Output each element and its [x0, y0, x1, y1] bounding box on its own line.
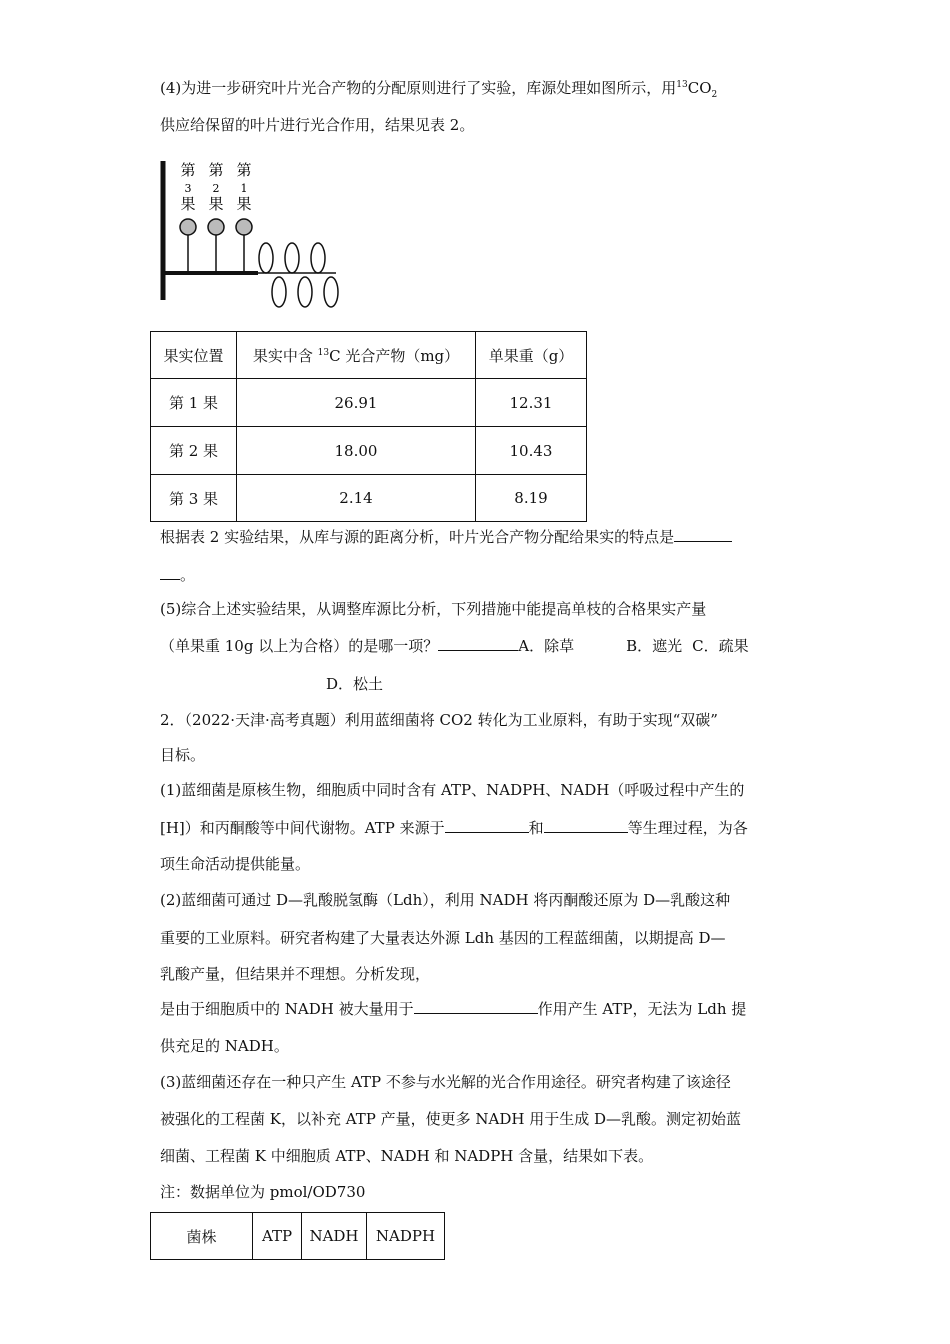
- fruit3-label-2: 3: [184, 182, 192, 195]
- fruit3-shape: [180, 219, 196, 235]
- q4-answer-line-2: 。: [160, 565, 195, 585]
- fruit2-shape: [208, 219, 224, 235]
- p2-s3-line-3: 细菌、工程菌 K 中细胞质 ATP、NADH 和 NADPH 含量，结果如下表。: [160, 1147, 654, 1165]
- fruit2-label-1: 第: [208, 161, 224, 179]
- leaf-lower-1: [272, 277, 286, 307]
- header-fruit-weight: 单果重（g）: [476, 332, 587, 379]
- p2-s1-line-3: 项生命活动提供能量。: [160, 855, 311, 873]
- fruit2-label-2: 2: [212, 182, 220, 195]
- fruit3-label-3: 果: [180, 195, 196, 213]
- cell-position: 第 1 果: [151, 379, 237, 427]
- answer-blank[interactable]: [438, 636, 518, 651]
- answer-blank[interactable]: [544, 818, 628, 833]
- q4-answer-line-1: 根据表 2 实验结果，从库与源的距离分析，叶片光合产物分配给果实的特点是: [160, 527, 732, 547]
- q5-line-1: (5)综合上述实验结果，从调整库源比分析，下列措施中能提高单枝的合格果实产量: [160, 600, 707, 618]
- table-row: [151, 475, 587, 522]
- leaf-upper-2: [285, 243, 299, 273]
- table-header-row: [151, 1213, 445, 1260]
- fruit1-label-2: 1: [240, 182, 248, 195]
- p2-s2-line-2: 重要的工业原料。研究者构建了大量表达外源 Ldh 基因的工程蓝细菌，以期提高 D—: [160, 929, 726, 947]
- p2-s2-line-5: 供充足的 NADH。: [160, 1037, 289, 1055]
- source-sink-diagram: [150, 155, 350, 315]
- p2-s2-line-3: 乳酸产量，但结果并不理想。分析发现，: [160, 965, 431, 983]
- fruit2-label-3: 果: [208, 195, 224, 213]
- header-atp: ATP: [253, 1213, 302, 1260]
- table-2: [150, 331, 587, 522]
- cell-weight: 8.19: [476, 475, 587, 522]
- p2-s3-line-2: 被强化的工程菌 K，以补充 ATP 产量，使更多 NADH 用于生成 D—乳酸。测定初始蓝: [160, 1110, 742, 1128]
- cell-weight: 12.31: [476, 379, 587, 427]
- answer-blank-continued[interactable]: [160, 565, 180, 580]
- p2-note: 注：数据单位为 pmol/OD730: [160, 1183, 366, 1201]
- cell-13c: 18.00: [237, 427, 476, 475]
- option-b[interactable]: B．遮光: [626, 637, 683, 655]
- answer-blank[interactable]: [414, 999, 538, 1014]
- fruit1-label-3: 果: [236, 195, 252, 213]
- cell-13c: 2.14: [237, 475, 476, 522]
- header-nadh: NADH: [302, 1213, 367, 1260]
- option-d[interactable]: D．松土: [326, 675, 384, 693]
- answer-blank[interactable]: [445, 818, 529, 833]
- cell-13c: 26.91: [237, 379, 476, 427]
- p2-s3-line-1: (3)蓝细菌还存在一种只产生 ATP 不参与水光解的光合作用途径。研究者构建了该途径: [160, 1073, 731, 1091]
- q4-line-1: (4)为进一步研究叶片光合产物的分配原则进行了实验，库源处理如图所示，用$^{13}CO_2$: [160, 79, 718, 100]
- header-fruit-position: 果实位置: [151, 332, 237, 379]
- leaf-lower-2: [298, 277, 312, 307]
- q5-line-2: （单果重 10g 以上为合格）的是哪一项？ A．除草 B．遮光 C．疏果: [160, 637, 749, 655]
- p2-s2-line-1: (2)蓝细菌可通过 D—乳酸脱氢酶（Ldh），利用 NADH 将丙酮酸还原为 D—乳酸这种: [160, 891, 731, 909]
- cell-position: 第 2 果: [151, 427, 237, 475]
- header-strain: 菌株: [151, 1213, 253, 1260]
- cell-weight: 10.43: [476, 427, 587, 475]
- p2-intro-line-2: 目标。: [160, 746, 206, 764]
- p2-s1-line-2: [H]）和丙酮酸等中间代谢物。ATP 来源于 和 等生理过程，为各: [160, 819, 748, 837]
- leaf-lower-3: [324, 277, 338, 307]
- p2-s2-line-4: 是由于细胞质中的 NADH 被大量用于 作用产生 ATP，无法为 Ldh 提: [160, 1000, 747, 1018]
- leaf-upper-3: [311, 243, 325, 273]
- table-row: [151, 427, 587, 475]
- table-row: [151, 379, 587, 427]
- header-13c-product: 果实中含 $^{13}$C 光合产物（mg）: [237, 332, 476, 379]
- fruit1-shape: [236, 219, 252, 235]
- header-nadph: NADPH: [367, 1213, 445, 1260]
- fruit3-label-1: 第: [180, 161, 196, 179]
- table-header-row: [151, 332, 587, 379]
- option-a[interactable]: A．除草: [518, 637, 575, 655]
- p2-s1-line-1: (1)蓝细菌是原核生物，细胞质中同时含有 ATP、NADPH、NADH（呼吸过程中产生的: [160, 781, 745, 799]
- table-3: [150, 1212, 445, 1260]
- answer-blank[interactable]: [674, 527, 732, 542]
- leaf-upper-1: [259, 243, 273, 273]
- cell-position: 第 3 果: [151, 475, 237, 522]
- option-c[interactable]: C．疏果: [692, 637, 749, 655]
- q4-line-2: 供应给保留的叶片进行光合作用，结果见表 2。: [160, 116, 475, 134]
- fruit1-label-1: 第: [236, 161, 252, 179]
- p2-intro-line-1: 2．（2022·天津·高考真题）利用蓝细菌将 CO2 转化为工业原料，有助于实现“双碳”: [160, 711, 718, 729]
